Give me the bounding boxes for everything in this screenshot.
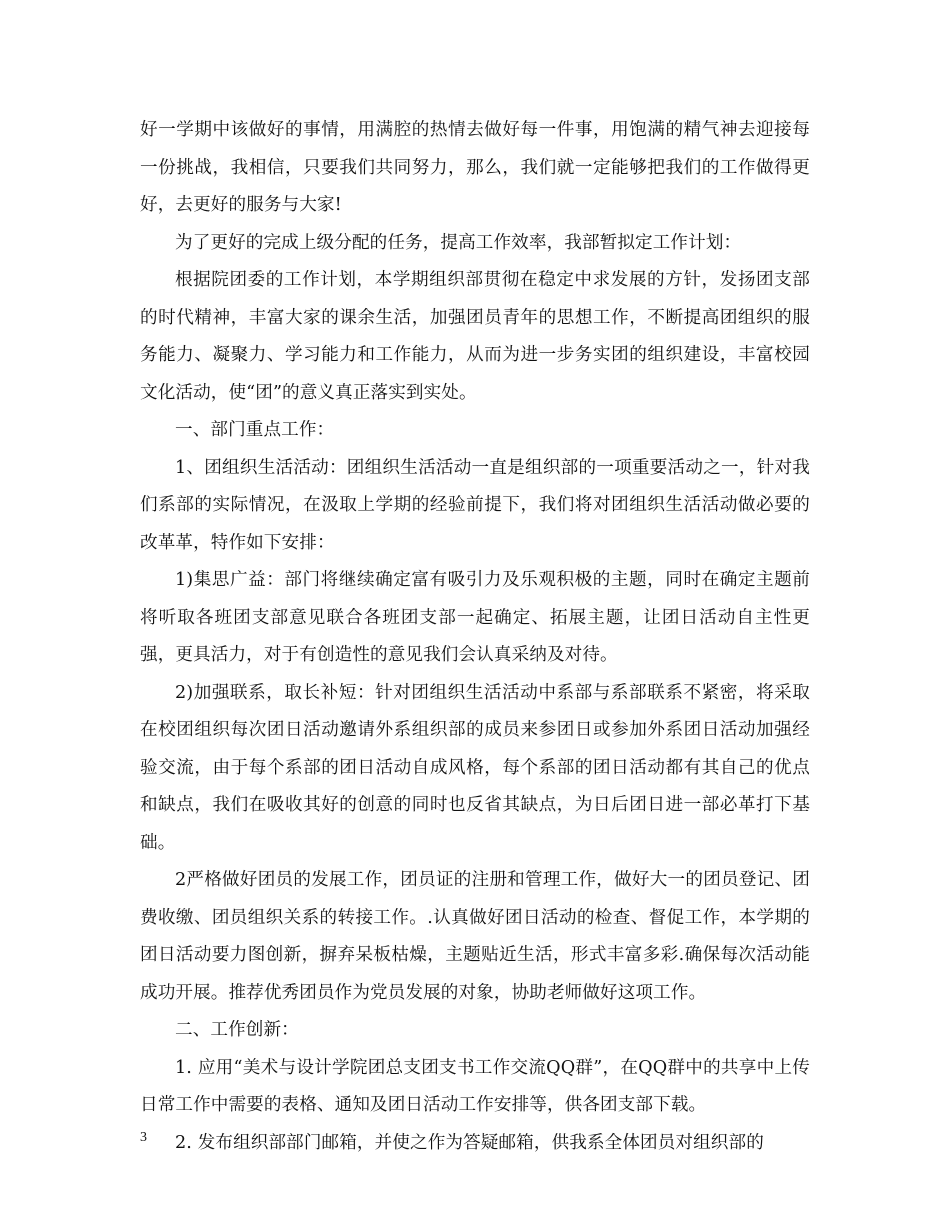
paragraph-4: 1、团组织生活活动：团组织生活活动一直是组织部的一项重要活动之一，针对我们系部的实际情况，在汲取上学期的经验前提下，我们将对团组织生活活动做必要的改革革，特作如下安排： [140,457,810,553]
paragraph-1: 好一学期中该做好的事情，用满腔的热情去做好每一件事，用饱满的精气神去迎接每一份挑战，我相信，只要我们共同努力，那么，我们就一定能够把我们的工作做得更好，去更好的服务与大家! [140,120,810,215]
paragraph-3: 根据院团委的工作计划，本学期组织部贯彻在稳定中求发展的方针，发扬团支部的时代精神，丰富大家的课余生活，加强团员青年的思想工作，不断提高团组织的服务能力、凝聚力、学习能力和工作能力，从而为进一步务实团的组织建设，丰富校园文化活动，使“团”的意义真正落实到实处。 [140,270,810,403]
paragraph-9: 2. 发布组织部部门邮箱，并使之作为答疑邮箱，供我系全体团员对组织部的 [175,1132,764,1153]
section-heading-2: 二、工作创新： [175,1020,299,1040]
paragraph-2: 为了更好的完成上级分配的任务，提高工作效率，我部暂拟定工作计划： [175,232,742,253]
section-heading-1: 一、部门重点工作： [175,420,335,440]
paragraph-7: 2严格做好团员的发展工作，团员证的注册和管理工作，做好大一的团员登记、团费收缴、团员组织关系的转接工作。.认真做好团日活动的检查、督促工作，本学期的团日活动要力图创新，摒弃呆板枯燥，主题贴近生活，形式丰富多彩.确保每次活动能成功开展。推荐优秀团员作为党员发展的对象，协助老师做好这项工作。 [140,870,810,1003]
document-body [140,112,810,1162]
paragraph-6: 2)加强联系，取长补短：针对团组织生活活动中系部与系部联系不紧密，将采取在校团组织每次团日活动邀请外系组织部的成员来参团日或参加外系团日活动加强经验交流，由于每个系部的团日活动自成风格，每个系部的团日活动都有其自己的优点和缺点，我们在吸收其好的创意的同时也反省其缺点，为日后团日进一部必革打下基础。 [140,682,810,853]
page-number: 3 [140,1130,147,1145]
paragraph-5: 1)集思广益：部门将继续确定富有吸引力及乐观积极的主题，同时在确定主题前将听取各班团支部意见联合各班团支部一起确定、拓展主题，让团日活动自主性更强，更具活力，对于有创造性的意见我们会认真采纳及对待。 [140,570,810,665]
paragraph-8: 1. 应用“美术与设计学院团总支团支书工作交流QQ群”，在QQ群中的共享中上传日常工作中需要的表格、通知及团日活动工作安排等，供各团支部下载。 [140,1057,810,1115]
